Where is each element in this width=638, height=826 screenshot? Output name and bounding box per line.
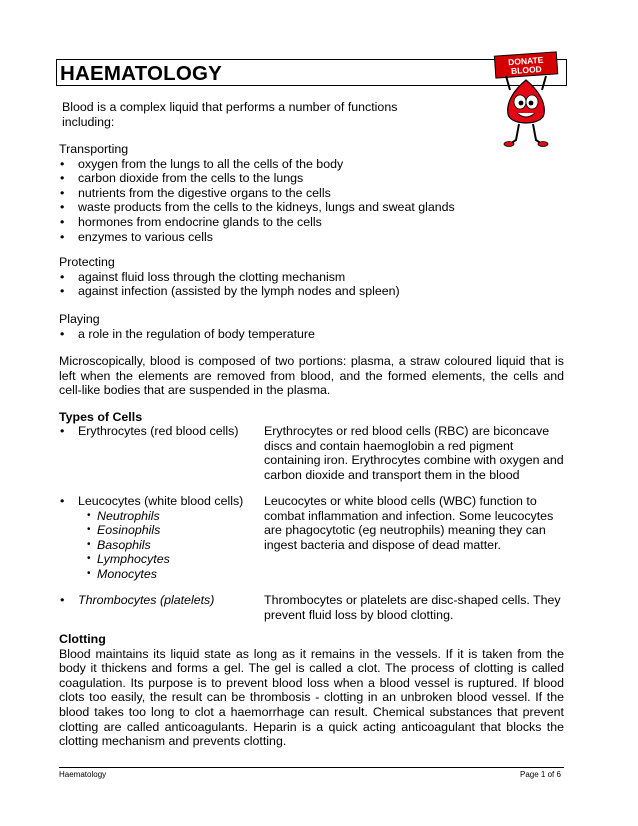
- erythrocytes-name-list: [59, 424, 259, 439]
- leucocytes-description: Leucocytes or white blood cells (WBC) function to combat inflammation and infection. Some leucocytes are phagocytotic (eg neutrophils) meaning they can ingest bacteria and dispose of dead matter.: [264, 494, 554, 552]
- list-item: • Lymphocytes: [59, 552, 259, 567]
- list-item: • against fluid loss through the clotting mechanism: [59, 270, 539, 285]
- page-title: HAEMATOLOGY: [60, 62, 223, 85]
- playing-heading: Playing: [59, 312, 100, 326]
- clotting-section: [59, 632, 564, 749]
- list-item: • Monocytes: [59, 567, 259, 582]
- intro-text: Blood is a complex liquid that performs a number of functions including:: [62, 100, 398, 129]
- footer-divider: [59, 767, 564, 768]
- sign-line1: DONATE: [507, 54, 544, 68]
- thrombocytes-name: • Thrombocytes (platelets): [59, 593, 259, 608]
- leucocytes-name: • Leucocytes (white blood cells): [59, 494, 259, 509]
- list-item: • waste products from the cells to the kidneys, lungs and sweat glands: [59, 200, 539, 215]
- page-number: Page 1 of 6: [520, 770, 561, 779]
- erythrocytes-name: • Erythrocytes (red blood cells): [59, 424, 259, 439]
- playing-list: [59, 327, 539, 342]
- microscopic-paragraph: [59, 354, 564, 398]
- list-item: • against infection (assisted by the lymph nodes and spleen): [59, 284, 539, 299]
- list-item: • hormones from endocrine glands to the cells: [59, 215, 539, 230]
- protecting-section: [59, 255, 539, 299]
- list-item: • oxygen from the lungs to all the cells of the body: [59, 157, 539, 172]
- protecting-heading: Protecting: [59, 255, 115, 269]
- clotting-heading: Clotting: [59, 632, 106, 646]
- footer-title: Haematology: [59, 770, 107, 779]
- leucocytes-left: [59, 494, 259, 582]
- leucocytes-name-list: [59, 494, 259, 509]
- playing-section: [59, 312, 539, 341]
- cells-heading: Types of Cells: [59, 410, 143, 424]
- list-item: • enzymes to various cells: [59, 230, 539, 245]
- list-item: • carbon dioxide from the cells to the lungs: [59, 171, 539, 186]
- intro-paragraph: [59, 100, 419, 129]
- list-item: • Basophils: [59, 538, 259, 553]
- sign-line2: BLOOD: [510, 63, 543, 77]
- protecting-list: [59, 270, 539, 299]
- transporting-section: [59, 142, 539, 244]
- list-item: • nutrients from the digestive organs to the cells: [59, 186, 539, 201]
- list-item: • Neutrophils: [59, 509, 259, 524]
- donate-blood-mascot-icon: [492, 50, 560, 148]
- leucocyte-types-list: [59, 509, 259, 582]
- thrombocytes-name-list: [59, 593, 259, 608]
- microscopic-text: Microscopically, blood is composed of two portions: plasma, a straw coloured liquid that is left when the elements are removed from blood, and the formed elements, the cells and cell-like bodies that are suspended in the plasma.: [59, 354, 564, 398]
- list-item: • Eosinophils: [59, 523, 259, 538]
- transporting-heading: Transporting: [59, 142, 129, 156]
- thrombocytes-description: Thrombocytes or platelets are disc-shaped cells. They prevent fluid loss by blood clotting.: [264, 593, 561, 622]
- erythrocytes-description: Erythrocytes or red blood cells (RBC) are biconcave discs and contain haemoglobin a red pigment containing iron. Erythrocytes combine with oxygen and carbon dioxide and transport them in the blood: [264, 424, 564, 482]
- list-item: • a role in the regulation of body temperature: [59, 327, 539, 342]
- title-box: [56, 59, 567, 86]
- transporting-list: [59, 157, 539, 245]
- clotting-text: Blood maintains its liquid state as long as it remains in the vessels. If it is taken from the body it thickens and forms a gel. The gel is called a clot. The process of clotting is called coagulation. Its purpose is to prevent blood loss when a blood vessel is ruptured. If blood clots too easily, the result can be thrombosis - clotting in an unbroken blood vessel. If the blood takes too long to clot a haemorrhage can result. Chemical substances that prevent clotting are called anticoagulants. Heparin is a quick acting anticoagulant that blocks the clotting mechanism and prevents clotting.: [59, 646, 564, 749]
